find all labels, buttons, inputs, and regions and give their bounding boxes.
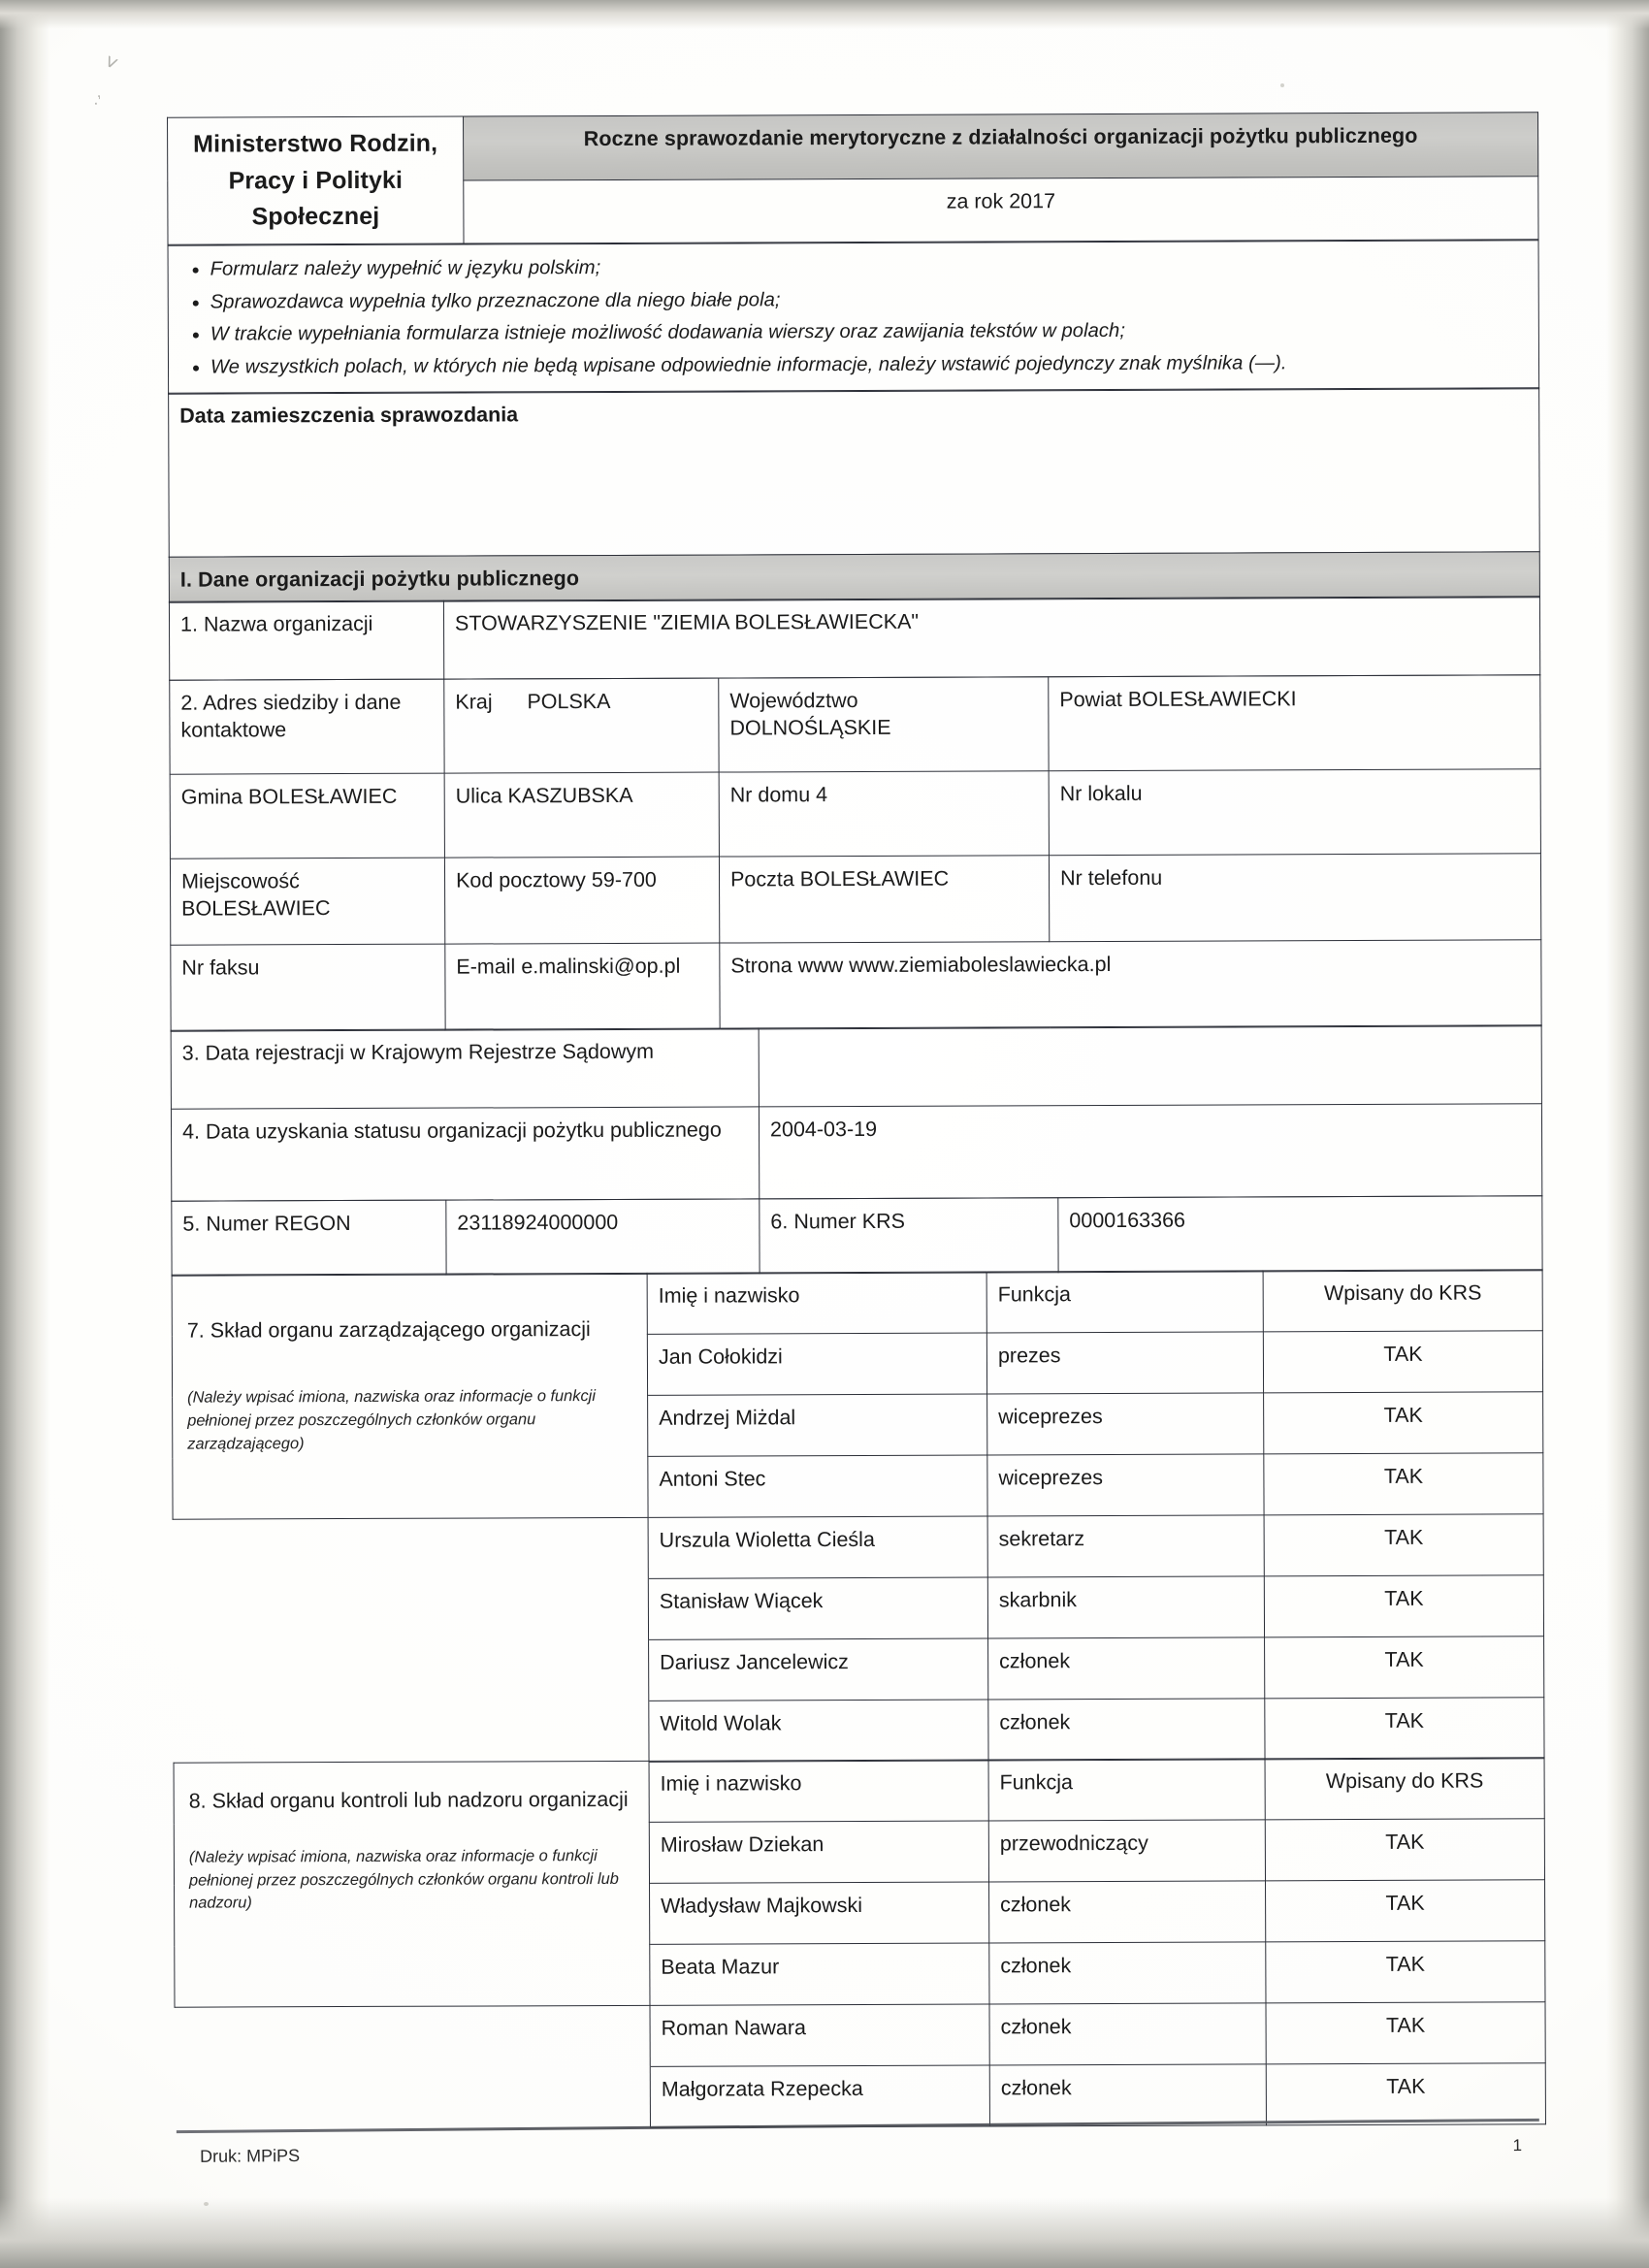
scan-edge-bottom xyxy=(0,2198,1649,2268)
member-funkcja: członek xyxy=(988,1699,1265,1761)
form-document xyxy=(167,112,1546,2130)
scan-speck xyxy=(1280,83,1284,87)
scan-artifact-mark: ˅ xyxy=(100,49,122,77)
kod-pocztowy-cell[interactable] xyxy=(444,857,719,944)
ulica-label: Ulica xyxy=(455,784,502,808)
q7-note: (Należy wpisać imiona, nazwiska oraz informacje o funkcji pełnionej przez poszczególnych członków organu zarządzającego) xyxy=(187,1387,596,1453)
nr-telefonu-label: Nr telefonu xyxy=(1059,865,1163,890)
q8-col-krs-header: Wpisany do KRS xyxy=(1265,1758,1544,1820)
supervisor-funkcja: przewodniczący xyxy=(988,1820,1265,1882)
registration-dates-table xyxy=(171,1024,1543,1201)
member-funkcja: członek xyxy=(988,1637,1265,1700)
q1-label: 1. Nazwa organizacji xyxy=(169,601,443,681)
table-row[interactable] xyxy=(174,1636,1544,1702)
section-one-heading: I. Dane organizacji pożytku publicznego xyxy=(169,551,1539,602)
instructions-list xyxy=(179,248,1529,383)
nr-domu-label: Nr domu xyxy=(729,782,811,807)
instruction-item: • W trakcie wypełniania formularza istnieje możliwość dodawania wierszy oraz zawijania tekstów w polach; xyxy=(210,314,1528,351)
nr-faksu-cell[interactable] xyxy=(171,944,445,1031)
ulica-cell[interactable] xyxy=(444,772,719,858)
scan-edge-left xyxy=(0,0,50,2268)
q4-label: 4. Data uzyskania statusu organizacji pożytku publicznego xyxy=(171,1107,759,1201)
q7-col-funkcja-header: Funkcja xyxy=(986,1271,1263,1333)
member-name: Urszula Wioletta Cieśla xyxy=(648,1516,987,1578)
nr-domu-cell[interactable] xyxy=(719,771,1049,857)
member-name: Dariusz Jancelewicz xyxy=(649,1638,988,1701)
q8-label: 8. Skład organu kontroli lub nadzoru organizacji xyxy=(188,1788,629,1814)
management-board-table xyxy=(172,1269,1545,1764)
powiat-cell[interactable] xyxy=(1049,675,1540,771)
q7-spacer-cell xyxy=(173,1517,648,1580)
email-cell[interactable] xyxy=(445,943,720,1030)
supervisor-name: Beata Mazur xyxy=(650,1943,989,2005)
ministry-name: Ministerstwo Rodzin, Pracy i Polityki Społecznej xyxy=(193,129,438,231)
supervisor-name: Mirosław Dziekan xyxy=(649,1821,988,1883)
member-krs: TAK xyxy=(1265,1698,1544,1760)
member-funkcja: sekretarz xyxy=(987,1515,1264,1577)
gmina-value: BOLESŁAWIEC xyxy=(247,784,398,809)
nr-faksu-label: Nr faksu xyxy=(181,956,260,980)
poczta-label: Poczta xyxy=(729,867,794,891)
kraj-label: Kraj xyxy=(455,690,493,714)
form-header-table xyxy=(167,112,1538,245)
poczta-cell[interactable] xyxy=(719,856,1049,943)
q3-value[interactable] xyxy=(759,1025,1541,1107)
scan-speck xyxy=(204,2202,209,2206)
miejscowosc-cell[interactable] xyxy=(170,858,444,945)
member-krs: TAK xyxy=(1265,1636,1544,1699)
instruction-item: • Sprawozdawca wypełnia tylko przeznaczone dla niego białe pola; xyxy=(210,281,1528,318)
supervisor-name: Roman Nawara xyxy=(650,2004,989,2066)
email-value: e.malinski@op.pl xyxy=(521,954,681,979)
supervisor-krs: TAK xyxy=(1266,2002,1545,2064)
instructions-cell xyxy=(168,240,1539,394)
member-name: Stanisław Wiącek xyxy=(648,1577,987,1639)
www-label: Strona www xyxy=(730,953,844,978)
q7-spacer-cell xyxy=(174,1701,649,1764)
gmina-label: Gmina xyxy=(180,785,243,809)
member-funkcja: wiceprezes xyxy=(987,1393,1264,1455)
report-year: za rok 2017 xyxy=(946,188,1056,213)
date-published-cell[interactable] xyxy=(169,388,1540,557)
member-name: Witold Wolak xyxy=(649,1700,988,1762)
scan-edge-top xyxy=(0,0,1649,29)
email-label: E-mail xyxy=(456,955,516,979)
ulica-value: KASZUBSKA xyxy=(507,783,633,808)
gmina-cell[interactable] xyxy=(170,773,444,859)
member-funkcja: prezes xyxy=(986,1332,1263,1394)
address-table xyxy=(169,674,1541,1031)
supervisor-funkcja: członek xyxy=(989,1942,1266,2004)
wojewodztwo-value: DOLNOŚLĄSKIE xyxy=(729,716,891,740)
q7-col-krs-header: Wpisany do KRS xyxy=(1263,1270,1542,1332)
miejscowosc-value: BOLESŁAWIEC xyxy=(181,896,331,921)
miejscowosc-label: Miejscowość xyxy=(180,868,300,893)
q2-label: 2. Adres siedziby i dane kontaktowe xyxy=(170,679,444,774)
report-year-cell xyxy=(464,177,1538,244)
q7-col-name-header: Imię i nazwisko xyxy=(647,1272,986,1334)
q7-spacer-cell xyxy=(173,1578,648,1641)
date-published-label: Data zamieszczenia sprawozdania xyxy=(179,403,519,428)
member-krs: TAK xyxy=(1264,1575,1543,1637)
ministry-name-cell xyxy=(168,116,465,245)
member-name: Andrzej Miżdal xyxy=(648,1394,987,1456)
q8-note: (Należy wpisać imiona, nazwiska oraz informacje o funkcji pełnionej przez poszczególnych członków organu kontroli lub nadzoru) xyxy=(188,1846,619,1912)
supervisor-name: Władysław Majkowski xyxy=(650,1882,989,1944)
q8-col-funkcja-header: Funkcja xyxy=(988,1759,1265,1821)
q7-label: 7. Skład organu zarządzającego organizacji xyxy=(186,1317,591,1343)
date-published-table xyxy=(168,387,1540,557)
wojewodztwo-label: Województwo xyxy=(729,688,858,713)
q4-value[interactable]: 2004-03-19 xyxy=(759,1104,1541,1199)
q8-col-name-header: Imię i nazwisko xyxy=(649,1760,988,1822)
nr-domu-value: 4 xyxy=(816,782,828,806)
table-row[interactable] xyxy=(173,1575,1543,1641)
table-row[interactable] xyxy=(173,1514,1543,1580)
supervisor-krs: TAK xyxy=(1266,1880,1545,1942)
q5-value[interactable]: 23118924000000 xyxy=(446,1198,760,1274)
poczta-value: BOLESŁAWIEC xyxy=(799,866,950,891)
supervisor-name: Małgorzata Rzepecka xyxy=(650,2065,989,2127)
supervisor-krs: TAK xyxy=(1266,2063,1545,2125)
instructions-table xyxy=(168,239,1540,394)
q8-label-cell xyxy=(174,1762,650,2008)
scan-edge-right xyxy=(1606,0,1649,2268)
supervisory-board-table xyxy=(174,1758,1546,2130)
powiat-label: Powiat xyxy=(1059,687,1122,711)
supervisor-funkcja: członek xyxy=(989,1881,1266,1943)
nr-telefonu-cell[interactable] xyxy=(1049,854,1540,942)
q7-spacer-cell xyxy=(174,1639,649,1702)
member-name: Jan Cołokidzi xyxy=(647,1333,986,1395)
www-value: www.ziemiaboleslawiecka.pl xyxy=(849,952,1112,977)
table-row[interactable] xyxy=(174,1698,1544,1764)
member-krs: TAK xyxy=(1264,1453,1543,1515)
q5-label: 5. Numer REGON xyxy=(172,1200,446,1276)
q7-label-cell xyxy=(172,1273,648,1519)
regon-krs-table xyxy=(171,1195,1542,1276)
member-funkcja: skarbnik xyxy=(987,1576,1264,1638)
q8-spacer-cell xyxy=(175,2067,650,2130)
member-funkcja: wiceprezes xyxy=(987,1454,1264,1516)
kraj-cell[interactable] xyxy=(444,678,719,773)
member-krs: TAK xyxy=(1263,1331,1542,1393)
print-source: Druk: MPiPS xyxy=(200,2146,301,2166)
member-krs: TAK xyxy=(1264,1392,1543,1454)
kraj-value: POLSKA xyxy=(527,689,611,714)
section-one-bar-table xyxy=(169,551,1540,603)
wojewodztwo-cell[interactable] xyxy=(719,677,1049,772)
q6-value[interactable]: 0000163366 xyxy=(1058,1195,1542,1272)
nr-lokalu-label: Nr lokalu xyxy=(1059,781,1143,805)
nr-lokalu-cell[interactable] xyxy=(1049,769,1540,856)
form-title-cell xyxy=(464,113,1538,180)
instruction-item: • We wszystkich polach, w których nie będą wpisane odpowiednie informacje, należy wstawić pojedynczy znak myślnika (—). xyxy=(210,346,1528,383)
member-krs: TAK xyxy=(1264,1514,1543,1576)
supervisor-krs: TAK xyxy=(1266,1941,1545,2003)
q8-spacer-cell xyxy=(175,2006,650,2069)
scan-artifact-mark: ·ʼ xyxy=(91,92,105,113)
organization-name-table xyxy=(169,597,1540,681)
table-row[interactable] xyxy=(175,2002,1545,2068)
supervisor-funkcja: członek xyxy=(989,2003,1266,2065)
kod-pocztowy-value: 59-700 xyxy=(591,867,657,891)
kod-pocztowy-label: Kod pocztowy xyxy=(455,867,586,892)
page-number: 1 xyxy=(1512,2136,1523,2155)
member-name: Antoni Stec xyxy=(648,1455,987,1517)
supervisor-krs: TAK xyxy=(1265,1819,1544,1881)
powiat-value: BOLESŁAWIECKI xyxy=(1127,687,1297,711)
instruction-item: • Formularz należy wypełnić w języku polskim; xyxy=(210,248,1528,285)
supervisor-funkcja: członek xyxy=(989,2064,1266,2126)
q3-label: 3. Data rejestracji w Krajowym Rejestrze Sądowym xyxy=(171,1028,759,1109)
form-title: Roczne sprawozdanie merytoryczne z działalności organizacji pożytku publicznego xyxy=(583,123,1418,151)
q1-value[interactable]: STOWARZYSZENIE "ZIEMIA BOLESŁAWIECKA" xyxy=(443,597,1539,679)
q6-label: 6. Numer KRS xyxy=(760,1197,1058,1273)
www-cell[interactable] xyxy=(720,940,1541,1029)
